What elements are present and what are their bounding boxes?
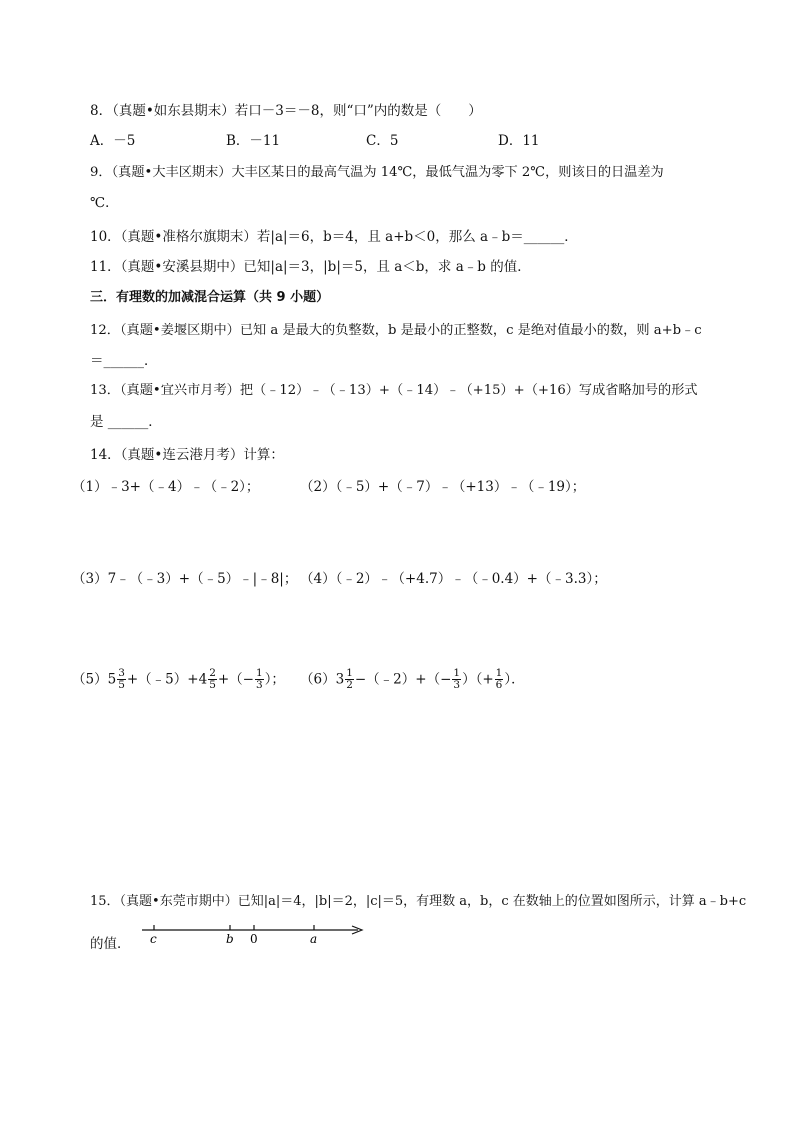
q14-part5-text1: +（﹣5）+4 [126,671,208,688]
q14-part6-whole1: 3 [335,671,345,688]
q14-stem: 14．（真题•连云港月考）计算： [90,447,284,463]
q14-part6 [300,664,525,695]
q14-part6-frac1-den: 2 [346,679,353,691]
q8-choice-a: A．－5 [90,133,136,149]
q14-part6-frac3-num: 1 [495,667,503,679]
q14-part6-frac2-den: 3 [453,679,461,691]
q13-line2: 是 ______． [90,414,162,430]
q8-choice-c: C．5 [366,133,399,149]
label-c: c [150,932,157,946]
q8-choice-b: B．－11 [226,133,281,149]
q9-line2: ℃． [90,195,119,211]
section-heading: 三．有理数的加减混合运算（共 9 小题） [90,290,330,305]
q9-line1: 9．（真题•大丰区期末）大丰区某日的最高气温为 14℃，最低气温为零下 2℃，则该日的日温差为 [90,165,664,180]
q14-part6-text2: ）（+ [462,671,494,688]
q14-part5-frac3 [255,668,264,691]
q14-part6-frac3-den: 6 [495,679,503,691]
q12-line1: 12．（真题•姜堰区期中）已知 a 是最大的负整数，b 是最小的正整数，c 是绝对值最小的数，则 a+b﹣c [90,323,702,338]
q11-stem: 11．（真题•安溪县期中）已知|a|＝3，|b|＝5，且 a＜b，求 a﹣b 的值． [90,259,531,275]
q14-part5 [72,664,285,695]
label-zero: 0 [250,932,258,946]
q14-part6-frac2 [452,668,461,691]
q14-part5-frac1-den: 5 [118,679,125,691]
q14-part6-frac1 [345,668,354,691]
q8-stem: 8．（真题•如东县期末）若口－3＝－8，则“口”内的数是（ ） [90,103,482,119]
q14-part6-label: （6） [300,671,336,688]
q14-part6-text3: ）． [504,671,525,688]
label-b: b [226,932,234,946]
q15-line2: 的值． [90,936,131,952]
q14-part5-whole1: 5 [107,671,117,688]
q14-part5-frac2-num: 2 [209,667,216,679]
q14-part4: （4）（﹣2）﹣（+4.7）﹣（﹣0.4）+（﹣3.3）； [300,571,607,587]
q14-part2: （2）（﹣5）+（﹣7）﹣（+13）﹣（﹣19）； [300,479,586,495]
q14-part6-text1: −（﹣2）+（− [354,671,452,688]
q14-part5-frac2 [208,668,217,691]
q8-choice-d: D．11 [498,133,540,149]
q14-part5-frac3-den: 3 [256,679,263,691]
q14-part5-label: （5） [72,671,108,688]
q14-part3: （3）7﹣（﹣3）+（﹣5）﹣|﹣8|； [72,571,298,587]
q14-part6-frac1-num: 1 [346,667,353,679]
q14-part1: （1）﹣3+（﹣4）﹣（﹣2）； [72,479,260,495]
q14-part5-text3: ）； [264,671,285,688]
q14-part6-frac2-num: 1 [453,667,461,679]
q13-line1: 13．（真题•宜兴市月考）把（﹣12）﹣（﹣13）+（﹣14）﹣（+15）+（+16）写成省略加号的形式 [90,383,698,398]
label-a: a [310,932,318,946]
q14-part5-frac2-den: 5 [209,679,216,691]
q10-stem: 10．（真题•准格尔旗期末）若|a|＝6，b＝4，且 a+b＜0，那么 a﹣b＝______． [90,229,578,245]
q15-line1: 15．（真题•东莞市期中）已知|a|＝4，|b|＝2，|c|＝5，有理数 a，b，c 在数轴上的位置如图所示，计算 a﹣b+c [90,894,747,909]
q14-part6-frac3 [495,668,504,691]
number-line-figure [130,916,370,956]
q14-part5-frac3-num: 1 [256,667,263,679]
q14-part5-frac1 [117,668,126,691]
q14-part5-frac1-num: 3 [118,667,125,679]
q12-line2: ＝______． [90,353,158,369]
q14-part5-text2: +（− [217,671,254,688]
